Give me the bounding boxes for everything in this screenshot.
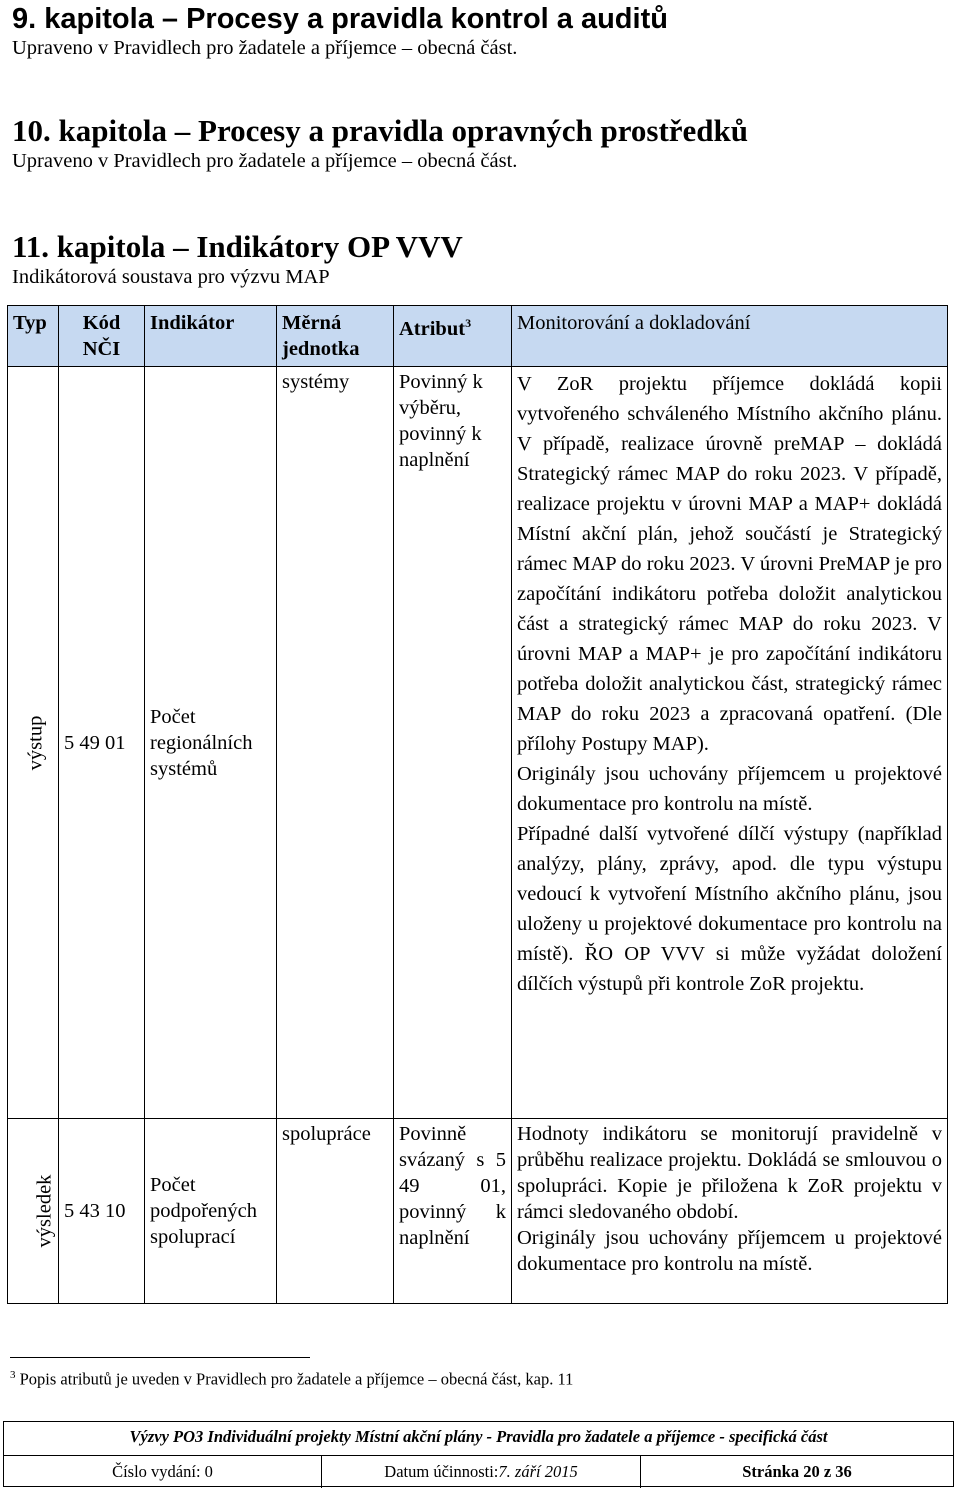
footnote-ref: 3 [465,316,472,330]
table-header-row [8,306,948,367]
section-text: Upraveno v Pravidlech pro žadatele a příjemce – obecná část. [12,150,518,172]
header-typ: Typ [8,306,59,367]
footer-title: Výzvy PO3 Individuální projekty Místní akční plány - Pravidla pro žadatele a příjemce - specifická část [129,1427,828,1446]
cell-jednotka: systémy [277,367,394,1119]
cell-jednotka: spolupráce [277,1119,394,1304]
issue-number: Číslo vydání: 0 [4,1456,322,1488]
section-heading: 10. kapitola – Procesy a pravidla opravných prostředků [12,113,749,148]
indicator-table [7,305,948,1304]
section-text: Indikátorová soustava pro výzvu MAP [12,266,330,288]
header-atribut: Atribut$^3$ [394,306,512,367]
effective-date-value: 7. září 2015 [498,1462,578,1481]
page-number: Stránka 20 z 36 [742,1462,852,1481]
table-row [8,1119,948,1304]
footnote-text: Popis atributů je uveden v Pravidlech pro žadatele a příjemce – obecná část, kap. 11 [15,1369,574,1389]
cell-monitorovani [512,367,948,1119]
cell-indikator: Počet podpořených spoluprací [145,1119,277,1304]
header-jednotka: Měrná jednotka [277,306,394,367]
cell-kod: 5 49 01 [59,367,145,1119]
footnote-number: 3 [10,1369,16,1381]
cell-atribut: Povinný k výběru, povinný k naplnění [394,367,512,1119]
cell-indikator: Počet regionálních systémů [145,367,277,1119]
section-10 [12,114,748,174]
monitoring-paragraph: Originály jsou uchovány příjemcem u projektové dokumentace pro kontrolu na místě. [517,763,942,815]
footnote-separator [10,1357,310,1358]
effective-date: Datum účinnosti: 7. září 2015 [322,1456,641,1488]
monitoring-paragraph: V ZoR projektu příjemce dokládá kopii vytvořeného schváleného Místního akčního plánu. V případě, realizace úrovně preMAP – dokládá Strategický rámec MAP do roku 2023. V případě, realizace projektu v úrovni MAP a MAP+ dokládá Místní akční plán, jehož součástí je Strategický rámec MAP do roku 2023. V úrovni PreMAP je pro započítání indikátoru potřeba doložit analytickou část a strategický rámec MAP do roku 2023. V úrovni MAP a MAP+ je pro započítání indikátoru potřeba doložit analytickou část, strategický rámec MAP do roku 2023 a zpracovaná opatření. (Dle přílohy Postupy MAP). [517,373,942,755]
cell-typ: výsledek [8,1119,59,1304]
monitoring-paragraph: Případné další vytvořené dílčí výstupy (například analýzy, plány, zprávy, apod. dle typu výstupu vedoucí k vytvoření Místního akčního plánu, jsou uloženy u projektové dokumentace pro kontrolu na místě). ŘO OP VVV si může vyžádat doložení dílčích výstupů při kontrole ZoR projektu. [517,823,942,995]
header-kod: Kód NČI [59,306,145,367]
section-heading: 11. kapitola – Indikátory OP VVV [12,229,463,264]
table-row [8,367,948,1119]
section-11 [12,230,463,290]
monitoring-paragraph: Originály jsou uchovány příjemcem u projektové dokumentace pro kontrolu na místě. [517,1227,942,1275]
footnote [10,1369,573,1390]
cell-monitorovani [512,1119,948,1304]
header-monitorovani: Monitorování a dokladování [512,306,948,367]
monitoring-paragraph: Hodnoty indikátoru se monitorují pravidelně v průběhu realizace projektu. Dokládá se smlouvou o spolupráci. Kopie je přiložena k ZoR projektu v rámci sledovaného období. [517,1123,942,1223]
cell-kod: 5 43 10 [59,1119,145,1304]
section-heading: 9. kapitola – Procesy a pravidla kontrol a auditů [12,3,668,35]
cell-atribut: Povinně svázaný s 5 49 01, povinný k naplnění [394,1119,512,1304]
footer-info-row [4,1455,953,1488]
cell-typ: výstup [8,367,59,1119]
section-9 [12,3,668,61]
header-indikator: Indikátor [145,306,277,367]
section-text: Upraveno v Pravidlech pro žadatele a příjemce – obecná část. [12,37,518,59]
page-footer [3,1421,954,1487]
